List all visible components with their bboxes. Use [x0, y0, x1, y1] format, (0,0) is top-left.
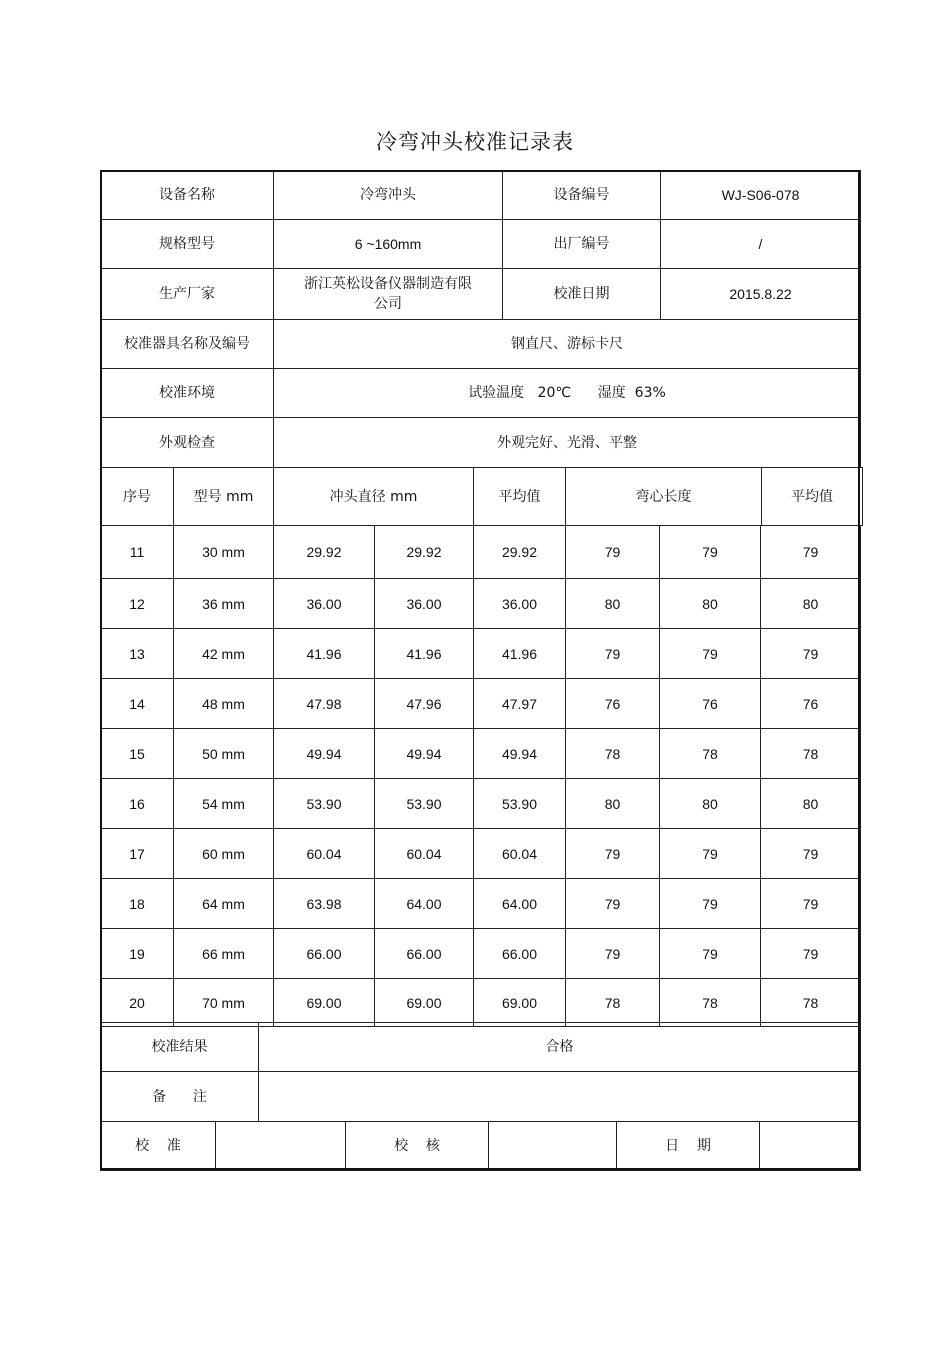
calibrator-value	[216, 1122, 346, 1171]
cell-length-avg: 79	[761, 879, 861, 929]
cell-length-avg: 78	[761, 729, 861, 779]
calib-date-label: 校准日期	[503, 269, 661, 320]
cell-diameter-2: 41.96	[375, 629, 474, 679]
cell-diameter-2: 69.00	[375, 979, 474, 1027]
appearance-value: 外观完好、光滑、平整	[274, 418, 861, 468]
cell-diameter-1: 49.94	[274, 729, 375, 779]
calib-date-value: 2015.8.22	[661, 269, 861, 320]
cell-diameter-1: 60.04	[274, 829, 375, 879]
cell-seq: 14	[101, 679, 174, 729]
cell-diameter-1: 41.96	[274, 629, 375, 679]
equipment-no-value: WJ-S06-078	[661, 171, 861, 220]
cell-diameter-avg: 60.04	[474, 829, 566, 879]
cell-length-1: 80	[566, 779, 660, 829]
cell-length-avg: 80	[761, 579, 861, 629]
info-wide-table	[100, 319, 861, 468]
cell-model: 60 mm	[174, 829, 274, 879]
manufacturer-label: 生产厂家	[101, 269, 274, 320]
instrument-label: 校准器具名称及编号	[101, 320, 274, 369]
cell-length-avg: 76	[761, 679, 861, 729]
cell-model: 50 mm	[174, 729, 274, 779]
cell-seq: 20	[101, 979, 174, 1027]
calibrator-label: 校 准	[101, 1122, 216, 1171]
cell-length-2: 80	[660, 579, 761, 629]
manufacturer-line1: 浙江英松设备仪器制造有限	[304, 276, 472, 292]
cell-seq: 16	[101, 779, 174, 829]
table-row	[101, 829, 861, 879]
cell-length-2: 78	[660, 979, 761, 1027]
cell-model: 64 mm	[174, 879, 274, 929]
cell-length-1: 76	[566, 679, 660, 729]
cell-length-2: 79	[660, 829, 761, 879]
cell-diameter-avg: 66.00	[474, 929, 566, 979]
cell-seq: 12	[101, 579, 174, 629]
equipment-no-label: 设备编号	[503, 171, 661, 220]
environment-label: 校准环境	[101, 369, 274, 418]
column-header-diameter: 冲头直径 mm	[274, 468, 474, 526]
table-row	[101, 629, 861, 679]
cell-diameter-2: 64.00	[375, 879, 474, 929]
cell-length-avg: 79	[761, 526, 861, 579]
factory-no-value: /	[661, 220, 861, 269]
equipment-name-value: 冷弯冲头	[274, 171, 503, 220]
cell-length-1: 79	[566, 829, 660, 879]
cell-length-1: 78	[566, 979, 660, 1027]
cell-length-2: 79	[660, 526, 761, 579]
cell-length-2: 79	[660, 879, 761, 929]
appearance-label: 外观检查	[101, 418, 274, 468]
cell-model: 48 mm	[174, 679, 274, 729]
page-title: 冷弯冲头校准记录表	[376, 130, 574, 154]
result-table	[100, 1022, 861, 1122]
cell-diameter-2: 66.00	[375, 929, 474, 979]
cell-diameter-1: 36.00	[274, 579, 375, 629]
cell-diameter-2: 49.94	[375, 729, 474, 779]
cell-diameter-1: 53.90	[274, 779, 375, 829]
manufacturer-value	[274, 269, 503, 320]
cell-seq: 11	[101, 526, 174, 579]
cell-diameter-2: 60.04	[375, 829, 474, 879]
spec-label: 规格型号	[101, 220, 274, 269]
signature-table	[100, 1121, 861, 1171]
table-row	[101, 879, 861, 929]
cell-diameter-1: 69.00	[274, 979, 375, 1027]
equipment-name-label: 设备名称	[101, 171, 274, 220]
column-header-table	[100, 467, 863, 526]
remark-label: 备 注	[101, 1072, 259, 1122]
cell-seq: 13	[101, 629, 174, 679]
cell-diameter-avg: 64.00	[474, 879, 566, 929]
cell-diameter-1: 66.00	[274, 929, 375, 979]
cell-length-avg: 79	[761, 929, 861, 979]
cell-model: 30 mm	[174, 526, 274, 579]
result-value: 合格	[259, 1023, 861, 1072]
cell-diameter-1: 47.98	[274, 679, 375, 729]
date-value	[760, 1122, 861, 1171]
table-row	[101, 729, 861, 779]
cell-length-2: 78	[660, 729, 761, 779]
result-label: 校准结果	[101, 1023, 259, 1072]
cell-length-2: 79	[660, 929, 761, 979]
spec-value: 6 ~160mm	[274, 220, 503, 269]
manufacturer-line2: 公司	[374, 296, 402, 312]
column-header-avg-diameter: 平均值	[474, 468, 566, 526]
cell-diameter-1: 29.92	[274, 526, 375, 579]
table-row	[101, 526, 861, 579]
cell-diameter-avg: 69.00	[474, 979, 566, 1027]
cell-diameter-2: 36.00	[375, 579, 474, 629]
cell-diameter-avg: 41.96	[474, 629, 566, 679]
cell-length-avg: 79	[761, 829, 861, 879]
instrument-value: 钢直尺、游标卡尺	[274, 320, 861, 369]
cell-diameter-avg: 53.90	[474, 779, 566, 829]
cell-length-1: 78	[566, 729, 660, 779]
cell-diameter-avg: 29.92	[474, 526, 566, 579]
cell-length-1: 79	[566, 929, 660, 979]
cell-length-1: 79	[566, 526, 660, 579]
cell-length-1: 80	[566, 579, 660, 629]
cell-length-avg: 80	[761, 779, 861, 829]
cell-model: 66 mm	[174, 929, 274, 979]
cell-model: 54 mm	[174, 779, 274, 829]
checker-value	[489, 1122, 617, 1171]
environment-value: 试验温度 20℃ 湿度 63%	[274, 369, 861, 418]
cell-diameter-avg: 36.00	[474, 579, 566, 629]
column-header-avg-length: 平均值	[762, 468, 863, 526]
table-row	[101, 679, 861, 729]
cell-length-2: 76	[660, 679, 761, 729]
cell-seq: 17	[101, 829, 174, 879]
cell-diameter-2: 47.96	[375, 679, 474, 729]
column-header-model: 型号 mm	[174, 468, 274, 526]
cell-seq: 19	[101, 929, 174, 979]
table-row	[101, 579, 861, 629]
cell-length-1: 79	[566, 629, 660, 679]
date-label: 日 期	[617, 1122, 760, 1171]
cell-diameter-2: 29.92	[375, 526, 474, 579]
cell-diameter-1: 63.98	[274, 879, 375, 929]
factory-no-label: 出厂编号	[503, 220, 661, 269]
table-row	[101, 929, 861, 979]
cell-model: 70 mm	[174, 979, 274, 1027]
table-row	[101, 779, 861, 829]
data-table	[100, 525, 861, 1027]
cell-model: 36 mm	[174, 579, 274, 629]
cell-diameter-avg: 49.94	[474, 729, 566, 779]
info-table	[100, 170, 861, 320]
cell-length-avg: 79	[761, 629, 861, 679]
cell-length-avg: 78	[761, 979, 861, 1027]
cell-diameter-avg: 47.97	[474, 679, 566, 729]
table-row	[101, 979, 861, 1027]
cell-length-1: 79	[566, 879, 660, 929]
cell-length-2: 80	[660, 779, 761, 829]
column-header-bend-length: 弯心长度	[566, 468, 762, 526]
cell-diameter-2: 53.90	[375, 779, 474, 829]
checker-label: 校 核	[346, 1122, 489, 1171]
cell-length-2: 79	[660, 629, 761, 679]
cell-seq: 15	[101, 729, 174, 779]
cell-model: 42 mm	[174, 629, 274, 679]
column-header-seq: 序号	[101, 468, 174, 526]
cell-seq: 18	[101, 879, 174, 929]
remark-value	[259, 1072, 861, 1122]
